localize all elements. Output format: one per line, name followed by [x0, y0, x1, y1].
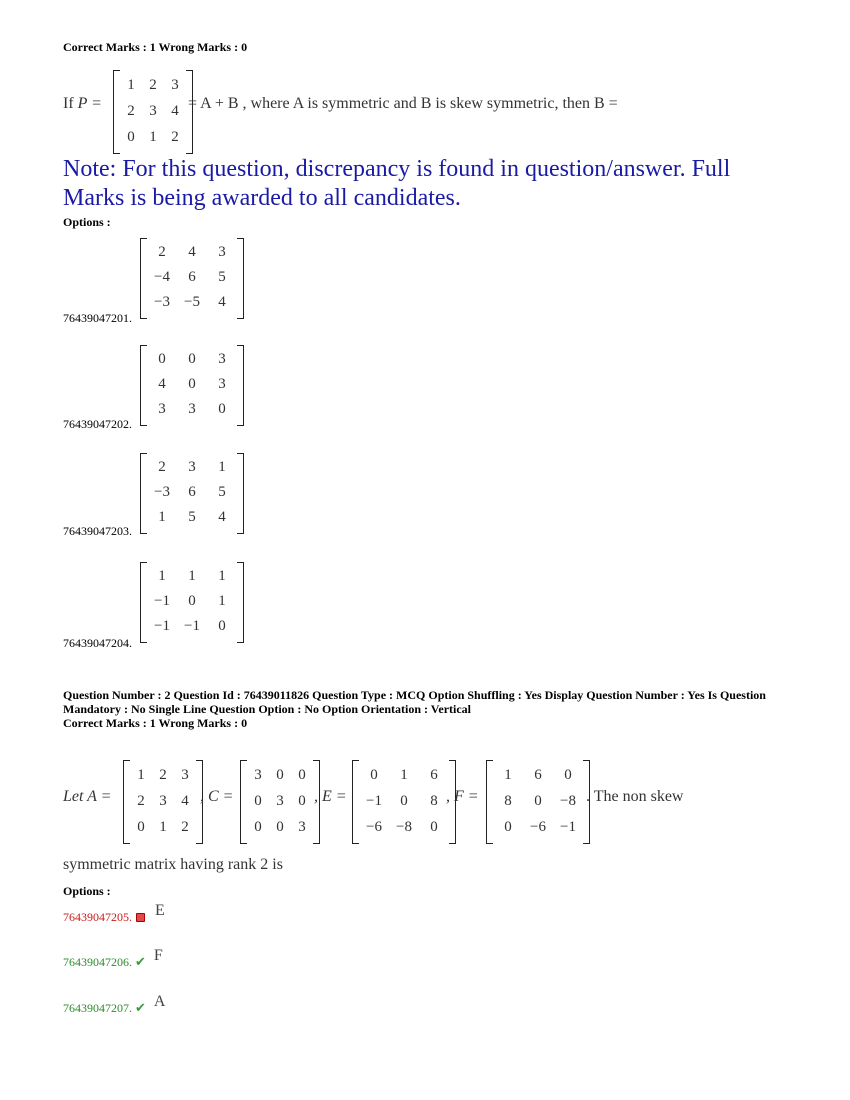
matrix-right-bracket	[237, 238, 244, 319]
matrix-cell: 3	[158, 401, 166, 417]
q1-option-3-matrix	[140, 453, 244, 534]
q2-tail2: symmetric matrix having rank 2 is	[63, 856, 283, 873]
matrix-cell: 1	[400, 766, 408, 783]
cross-icon	[136, 913, 145, 922]
matrix-cell: 3	[188, 459, 196, 475]
matrix-grid	[120, 70, 186, 154]
matrix-grid	[147, 345, 237, 426]
q2-f-label-text: , F =	[446, 788, 479, 805]
q2-option-1[interactable]	[63, 902, 165, 926]
q1-option-1-id[interactable]: 76439047201.	[63, 311, 132, 325]
q2-let-a-text: Let A =	[63, 788, 112, 805]
matrix-cell: 5	[218, 484, 226, 500]
matrix-cell: 0	[254, 792, 262, 809]
q1-option-4-id[interactable]: 76439047204.	[63, 636, 132, 650]
matrix-cell: 3	[159, 792, 167, 809]
matrix-cell: 2	[149, 76, 157, 93]
matrix-cell: 6	[188, 269, 196, 285]
matrix-cell: 3	[171, 76, 179, 93]
matrix-grid	[147, 562, 237, 643]
matrix-cell: 3	[276, 792, 284, 809]
matrix-cell: 0	[218, 618, 226, 634]
matrix-cell: 1	[218, 459, 226, 475]
matrix-grid	[493, 760, 583, 844]
matrix-cell: −1	[184, 618, 200, 634]
matrix-cell: −8	[560, 792, 576, 809]
q1-matrix-p	[113, 70, 193, 154]
matrix-cell: 0	[127, 128, 135, 145]
matrix-left-bracket	[352, 760, 359, 844]
q1-option-3-id[interactable]: 76439047203.	[63, 524, 132, 538]
matrix-cell: 1	[159, 818, 167, 835]
matrix-cell: 5	[218, 269, 226, 285]
q2-header-line1: Question Number : 2 Question Id : 76439011826 Question Type : MCQ Option Shuffling : Yes Display Question Number : Yes Is Question	[63, 688, 766, 702]
matrix-cell: 0	[188, 351, 196, 367]
matrix-cell: 0	[158, 351, 166, 367]
matrix-cell: 6	[534, 766, 542, 783]
matrix-cell: 4	[218, 294, 226, 310]
matrix-cell: 4	[171, 102, 179, 119]
matrix-cell: 4	[188, 244, 196, 260]
matrix-cell: 8	[430, 792, 438, 809]
matrix-cell: 0	[504, 818, 512, 835]
matrix-cell: 0	[276, 818, 284, 835]
matrix-cell: 1	[218, 568, 226, 584]
matrix-cell: 2	[158, 459, 166, 475]
matrix-cell: −8	[396, 818, 412, 835]
q2-c-label	[200, 788, 233, 806]
q1-marks: Correct Marks : 1 Wrong Marks : 0	[63, 40, 248, 54]
matrix-cell: 1	[158, 568, 166, 584]
q2-matrix-c	[240, 760, 320, 844]
matrix-grid	[359, 760, 449, 844]
matrix-left-bracket	[140, 345, 147, 426]
matrix-right-bracket	[237, 345, 244, 426]
matrix-cell: 3	[218, 351, 226, 367]
matrix-cell: 0	[298, 792, 306, 809]
matrix-cell: 0	[254, 818, 262, 835]
matrix-left-bracket	[140, 562, 147, 643]
matrix-cell: −1	[366, 792, 382, 809]
q1-note: Note: For this question, discrepancy is found in question/answer. Full Marks is being awarded to all candidates.	[63, 156, 731, 211]
matrix-left-bracket	[486, 760, 493, 844]
matrix-cell: 1	[149, 128, 157, 145]
q2-f-label	[446, 788, 479, 806]
q2-option-2-answer: F	[153, 947, 163, 964]
q2-options-label: Options :	[63, 884, 111, 898]
matrix-cell: −5	[184, 294, 200, 310]
matrix-grid	[130, 760, 196, 844]
q2-tail1: . The non skew	[586, 788, 684, 805]
matrix-cell: 4	[158, 376, 166, 392]
matrix-left-bracket	[140, 453, 147, 534]
q2-header	[63, 688, 823, 730]
matrix-cell: −6	[366, 818, 382, 835]
matrix-grid	[147, 238, 237, 319]
matrix-cell: 0	[298, 766, 306, 783]
matrix-grid	[247, 760, 313, 844]
matrix-cell: 6	[188, 484, 196, 500]
matrix-cell: 0	[137, 818, 145, 835]
q2-e-label-text: , E =	[314, 788, 347, 805]
q2-let-a	[63, 788, 111, 806]
matrix-cell: 0	[400, 792, 408, 809]
matrix-cell: 0	[564, 766, 572, 783]
matrix-cell: −3	[154, 294, 170, 310]
matrix-cell: −1	[154, 593, 170, 609]
matrix-cell: 1	[188, 568, 196, 584]
q1-option-1-matrix	[140, 238, 244, 319]
q1-option-2-matrix	[140, 345, 244, 426]
q2-c-label-text: , C =	[200, 788, 234, 805]
matrix-left-bracket	[123, 760, 130, 844]
q2-marks: Correct Marks : 1 Wrong Marks : 0	[63, 716, 248, 730]
matrix-cell: 3	[218, 244, 226, 260]
matrix-cell: 4	[181, 792, 189, 809]
matrix-cell: 1	[158, 509, 166, 525]
q2-e-label	[314, 788, 347, 806]
matrix-cell: −3	[154, 484, 170, 500]
q2-option-2[interactable]	[63, 947, 163, 971]
matrix-cell: 3	[149, 102, 157, 119]
matrix-cell: 2	[171, 128, 179, 145]
matrix-cell: 1	[127, 76, 135, 93]
q1-option-2-id[interactable]: 76439047202.	[63, 417, 132, 431]
matrix-cell: 3	[298, 818, 306, 835]
checkmark-icon: ✔	[135, 1000, 146, 1015]
q2-matrix-a	[123, 760, 203, 844]
q2-option-3-id: 76439047207.	[63, 1001, 132, 1015]
matrix-cell: 8	[504, 792, 512, 809]
matrix-left-bracket	[113, 70, 120, 154]
q2-matrix-e	[352, 760, 456, 844]
q1-tail: = A + B , where A is symmetric and B is skew symmetric, then B =	[188, 95, 618, 112]
matrix-cell: 0	[370, 766, 378, 783]
matrix-cell: 6	[430, 766, 438, 783]
matrix-cell: 0	[430, 818, 438, 835]
matrix-cell: 5	[188, 509, 196, 525]
matrix-cell: 1	[137, 766, 145, 783]
matrix-cell: 2	[181, 818, 189, 835]
matrix-cell: 3	[188, 401, 196, 417]
q2-option-3[interactable]	[63, 993, 166, 1017]
checkmark-icon: ✔	[135, 954, 146, 969]
matrix-grid	[147, 453, 237, 534]
matrix-cell: 2	[127, 102, 135, 119]
q2-option-1-id: 76439047205.	[63, 910, 132, 924]
q1-prefix: If	[63, 95, 74, 112]
matrix-left-bracket	[140, 238, 147, 319]
matrix-cell: 0	[534, 792, 542, 809]
matrix-cell: −1	[154, 618, 170, 634]
matrix-right-bracket	[237, 562, 244, 643]
q1-p-label: P =	[77, 95, 102, 112]
q2-option-3-answer: A	[153, 993, 166, 1010]
matrix-cell: 1	[504, 766, 512, 783]
matrix-left-bracket	[240, 760, 247, 844]
matrix-cell: 0	[218, 401, 226, 417]
matrix-cell: 0	[276, 766, 284, 783]
matrix-cell: 3	[218, 376, 226, 392]
q2-option-1-answer: E	[155, 902, 165, 919]
q1-option-4-matrix	[140, 562, 244, 643]
q1-if	[63, 95, 102, 113]
matrix-right-bracket	[237, 453, 244, 534]
matrix-cell: 3	[254, 766, 262, 783]
q2-matrix-f	[486, 760, 590, 844]
q1-options-label: Options :	[63, 215, 111, 229]
matrix-cell: 2	[137, 792, 145, 809]
matrix-cell: 2	[158, 244, 166, 260]
matrix-cell: 1	[218, 593, 226, 609]
q2-header-line2: Mandatory : No Single Line Question Option : No Option Orientation : Vertical	[63, 702, 472, 716]
matrix-cell: 0	[188, 593, 196, 609]
matrix-cell: −6	[530, 818, 546, 835]
q2-option-2-id: 76439047206.	[63, 955, 132, 969]
matrix-cell: 2	[159, 766, 167, 783]
matrix-cell: 0	[188, 376, 196, 392]
matrix-cell: −4	[154, 269, 170, 285]
matrix-cell: 3	[181, 766, 189, 783]
matrix-cell: 4	[218, 509, 226, 525]
matrix-cell: −1	[560, 818, 576, 835]
